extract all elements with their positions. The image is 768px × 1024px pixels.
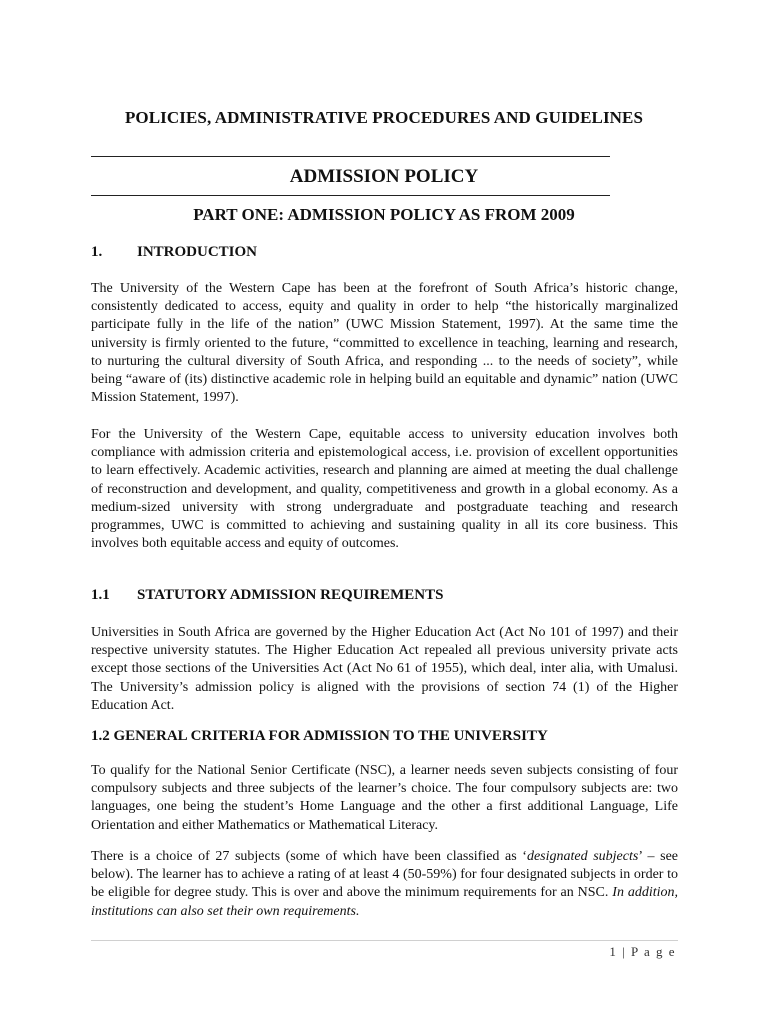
general-paragraph-1: To qualify for the National Senior Certificate (NSC), a learner needs seven subjects consisting of four compulsory subjects and three subjects of the learner’s choice. The four compulsory subjects are: two languages, one being the student’s Home Language and the other a first additional Language, Life Orientation and either Mathematics or Mathematical Literacy.: [91, 763, 678, 833]
intro-paragraph-1: The University of the Western Cape has been at the forefront of South Africa’s historic change, consistently dedicated to access, equity and quality in order to help “the historically marginalized participate fully in the life of the nation” (UWC Mission Statement, 1997). At the same time the university is firmly oriented to the future, “committed to excellence in teaching, learning and research, to nurturing the cultural diversity of South Africa, and responding ... to the needs of society”, while being “aware of (its) distinctive academic role in helping build an equitable and dynamic” nation (UWC Mission Statement, 1997).: [91, 281, 678, 406]
general-paragraph-2-text-a: There is a choice of 27 subjects (some of which have been classified as ‘: [91, 849, 527, 864]
intro-paragraph-2: For the University of the Western Cape, equitable access to university education involves both compliance with admission criteria and epistemological access, i.e. provision of excellent opportunities to learn effectively. Academic activities, research and planning are aimed at meeting the dual challenge of reconstruction and development, and quality, competitiveness and growth in a global economy. As a medium-sized university with strong undergraduate and postgraduate teaching and research programmes, UWC is committed to achieving and sustaining quality in all its core business. This involves both equitable access and equity of outcomes.: [91, 427, 678, 552]
section-title: STATUTORY ADMISSION REQUIREMENTS: [137, 587, 444, 603]
institutional-requirements-note: In addition, institutions can also set their own requirements.: [91, 885, 678, 919]
section-number: 1.1: [91, 587, 110, 603]
policy-title: ADMISSION POLICY: [289, 166, 479, 187]
designated-subjects-term: designated subjects: [526, 849, 639, 864]
general-paragraph-2: [91, 848, 678, 921]
section-heading-general-criteria: 1.2 GENERAL CRITERIA FOR ADMISSION TO THE UNIVERSITY: [91, 728, 548, 744]
part-title: PART ONE: ADMISSION POLICY AS FROM 2009: [193, 205, 575, 224]
footer-divider: [91, 940, 678, 941]
title-rule-bottom: [91, 195, 610, 196]
general-paragraph-2-text-b: ’ – see below). The learner has to achieve a rating of at least 4 (50-59%) for four designated subjects in order to be eligible for degree study. This is over and above the minimum requirements for an NSC.: [91, 849, 678, 901]
statutory-paragraph: Universities in South Africa are governed by the Higher Education Act (Act No 101 of 1997) and their respective university statutes. The Higher Education Act repealed all previous university private acts except those sections of the Universities Act (Act No 61 of 1955), which deal, inter alia, with Umalusi. The University’s admission policy is aligned with the provisions of section 74 (1) of the Higher Education Act.: [91, 625, 678, 713]
section-number: 1.: [91, 244, 103, 260]
document-title: POLICIES, ADMINISTRATIVE PROCEDURES AND GUIDELINES: [124, 108, 644, 127]
section-title: INTRODUCTION: [137, 244, 258, 260]
section-heading-statutory: [91, 587, 443, 604]
title-rule-top: [91, 156, 610, 157]
section-heading-introduction: [91, 244, 257, 261]
page-number: 1 | P a g e: [609, 944, 676, 959]
